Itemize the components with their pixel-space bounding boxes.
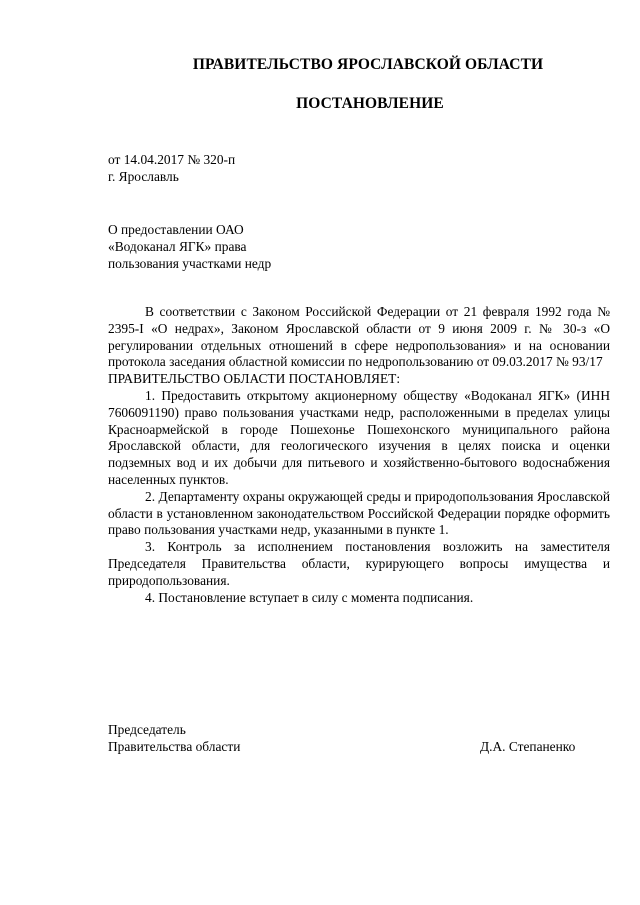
signatory-title-line-2: Правительства области [108, 739, 241, 754]
preamble-paragraph: В соответствии с Законом Российской Федерации от 21 февраля 1992 года № 2395-I «О недрах», Законом Ярославской области от 9 июня 2009 г. № 30-з «О регулировании отдельных отношений в сфере недропользования» и на основании протокола заседания областной комиссии по недропользованию от 09.03.2017 № 93/17 [108, 304, 610, 370]
resolution-item-1: 1. Предоставить открытому акционерному обществу «Водоканал ЯГК» (ИНН 7606091190) право пользования участками недр, расположенными в пределах улицы Красноармейской в городе Пошехонье Пошехонского муниципального района Ярославской области, для геологического изучения в целях поиска и оценки подземных вод и их добычи для питьевого и хозяйственно-бытового водоснабжения населенных пунктов. [108, 387, 610, 487]
government-header: ПРАВИТЕЛЬСТВО ЯРОСЛАВСКОЙ ОБЛАСТИ [192, 56, 544, 73]
subject-line-3: пользования участками недр [108, 256, 272, 271]
document-type-title: ПОСТАНОВЛЕНИЕ [296, 95, 444, 112]
resolution-item-2: 2. Департаменту охраны окружающей среды и природопользования Ярославской области в установленном законодательством Российской Федерации порядке оформить право пользования участками недр, указанными в пункте 1. [108, 488, 610, 538]
resolution-statement: ПРАВИТЕЛЬСТВО ОБЛАСТИ ПОСТАНОВЛЯЕТ: [108, 371, 401, 387]
document-city: г. Ярославль [108, 169, 179, 184]
signatory-name: Д.А. Степаненко [480, 739, 576, 754]
signatory-title-line-1: Председатель [108, 722, 186, 737]
document-date-number: от 14.04.2017 № 320-п [108, 152, 236, 167]
resolution-item-3: 3. Контроль за исполнением постановления возложить на заместителя Председателя Правительства области, курирующего вопросы имущества и природопользования. [108, 539, 610, 588]
subject-line-2: «Водоканал ЯГК» права [108, 239, 247, 254]
resolution-item-4: 4. Постановление вступает в силу с момента подписания. [145, 589, 474, 605]
subject-line-1: О предоставлении ОАО [108, 222, 244, 237]
document-body [108, 304, 610, 606]
